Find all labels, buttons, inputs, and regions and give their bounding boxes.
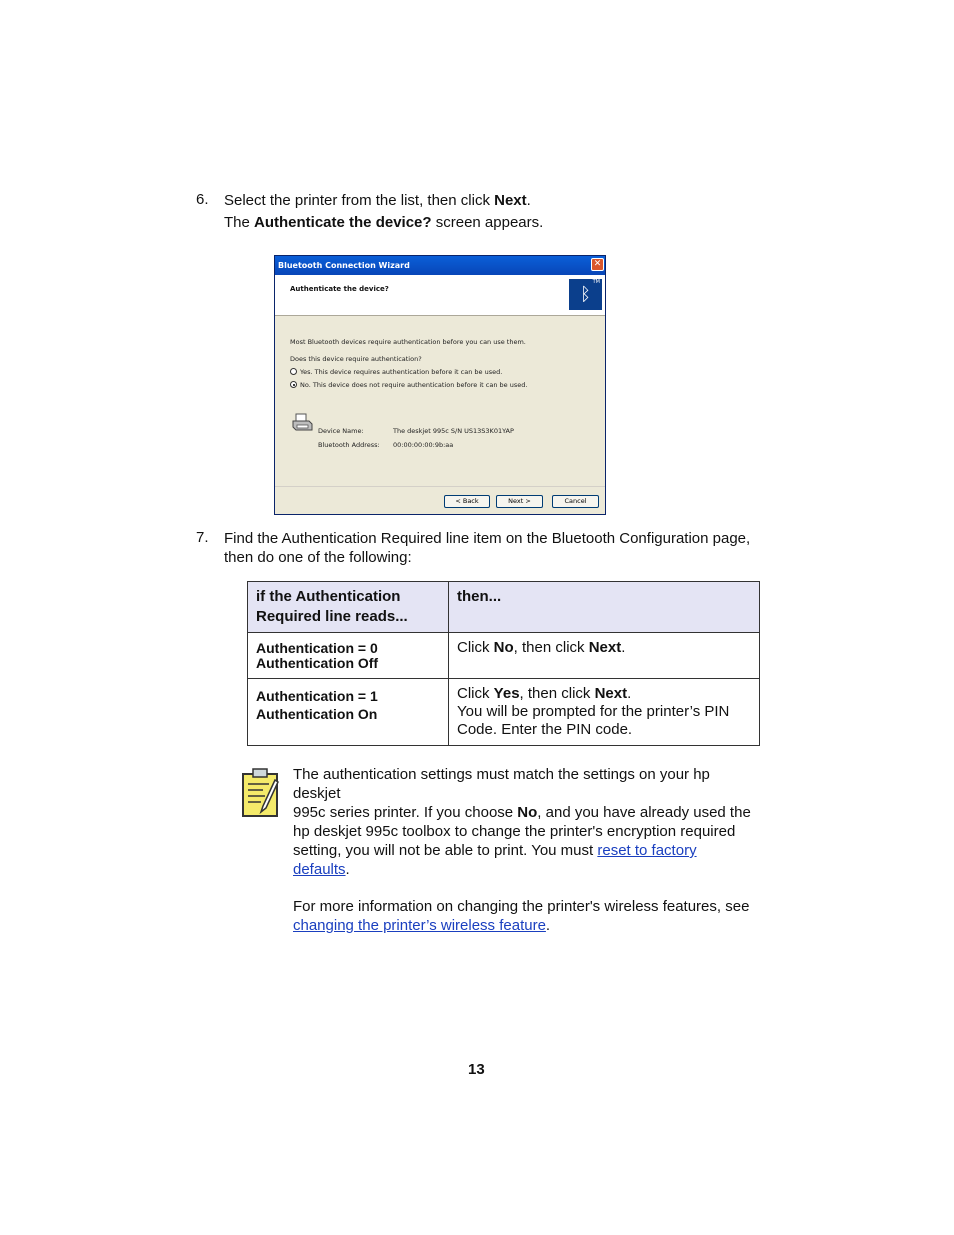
- bluetooth-logo-icon: [569, 279, 602, 310]
- table-row: [248, 633, 760, 679]
- note-line-2-post: , and you have already used the: [537, 804, 751, 821]
- row-2-action-choice: Yes: [493, 685, 520, 702]
- note-line-4-pre: setting, you will not be able to print. You must: [293, 842, 598, 859]
- step-6-line2-pre: The: [224, 214, 255, 231]
- row-1-condition-line-1: Authentication = 0: [256, 640, 378, 656]
- cancel-button[interactable]: Cancel: [552, 495, 599, 508]
- step-6-next-bold: Next: [494, 192, 527, 209]
- row-1-action-mid: , then click: [513, 639, 589, 656]
- row-2-action-mid: , then click: [519, 685, 595, 702]
- note-text: [293, 765, 755, 935]
- row-2-condition-line-1: Authentication = 1: [256, 688, 378, 704]
- step-6-line-1: [224, 191, 531, 210]
- step-6-number: 6.: [196, 191, 209, 208]
- bluetooth-address-label: Bluetooth Address:: [318, 441, 380, 449]
- header-action: then...: [449, 582, 760, 633]
- option-no-label[interactable]: No. This device does not require authentication before it can be used.: [300, 381, 528, 389]
- row-2-action-line-1: [457, 685, 751, 703]
- dialog-separator: [275, 486, 605, 487]
- step-6-line-2: [224, 213, 543, 232]
- dialog-intro: Most Bluetooth devices require authentication before you can use them.: [290, 338, 526, 346]
- dialog-body: [275, 316, 605, 486]
- device-name-label: Device Name:: [318, 427, 364, 435]
- dialog-title: Bluetooth Connection Wizard: [278, 261, 410, 270]
- header-condition-line-2: Required line reads...: [256, 608, 408, 625]
- step-6-line2-post: screen appears.: [431, 214, 544, 231]
- row-2-action-post: .: [627, 685, 632, 702]
- step-6-text: Select the printer from the list, then click: [224, 192, 495, 209]
- row-1-action: [449, 633, 760, 679]
- notepad-icon: [241, 766, 281, 818]
- close-icon[interactable]: ✕: [591, 258, 604, 271]
- note-line-2-pre: 995c series printer. If you choose: [293, 804, 518, 821]
- dialog-title-bar: [275, 256, 605, 275]
- back-button[interactable]: < Back: [444, 495, 490, 508]
- step-7-line-2: then do one of the following:: [224, 549, 412, 566]
- note-p2-post: .: [545, 917, 551, 934]
- row-1-condition: [248, 633, 449, 679]
- bluetooth-address-value: 00:00:00:00:9b:aa: [393, 441, 454, 449]
- note-paragraph-2: [293, 897, 755, 935]
- row-1-condition-line-2: Authentication Off: [256, 655, 379, 671]
- row-1-action-next: Next: [588, 639, 622, 656]
- step-6-screen-name: Authenticate the device?: [254, 214, 432, 231]
- next-button[interactable]: Next >: [496, 495, 543, 508]
- bluetooth-wizard-dialog: [274, 255, 606, 515]
- step-7-number: 7.: [196, 529, 209, 546]
- table-header-row: [248, 582, 760, 633]
- reset-factory-defaults-link[interactable]: reset to factory defaults: [293, 842, 697, 878]
- printer-icon: [291, 412, 313, 434]
- row-2-action: [449, 679, 760, 746]
- device-name-value: The deskjet 995c S/N US13S3K01YAP: [393, 427, 514, 435]
- note-no-bold: No: [517, 804, 538, 821]
- option-yes-label[interactable]: Yes. This device requires authentication before it can be used.: [300, 368, 503, 376]
- row-2-action-pre: Click: [457, 685, 494, 702]
- table-row: [248, 679, 760, 746]
- step-6-period: .: [526, 192, 531, 209]
- note-line-3: hp deskjet 995c toolbox to change the printer's encryption required: [293, 823, 736, 840]
- trademark-mark: TM: [592, 279, 600, 285]
- header-condition-line-1: if the Authentication: [256, 588, 401, 605]
- dialog-question: Does this device require authentication?: [290, 355, 422, 363]
- page-number: 13: [468, 1061, 485, 1078]
- radio-yes[interactable]: [290, 368, 297, 375]
- row-1-action-choice: No: [493, 639, 514, 656]
- dialog-heading: Authenticate the device?: [290, 285, 389, 293]
- row-2-action-line-2: You will be prompted for the printer’s PIN: [457, 703, 730, 720]
- authentication-table: [247, 581, 760, 746]
- bluetooth-rune: ᛒ: [580, 284, 591, 305]
- row-2-action-next: Next: [594, 685, 628, 702]
- dialog-header: [275, 275, 605, 316]
- note-line-1: The authentication settings must match the settings on your hp deskjet: [293, 766, 710, 802]
- row-2-action-line-3: Code. Enter the PIN code.: [457, 721, 633, 738]
- note-p2-line-1: For more information on changing the printer's wireless features, see: [293, 898, 750, 915]
- row-1-action-pre: Click: [457, 639, 494, 656]
- radio-no[interactable]: [290, 381, 297, 388]
- row-1-action-post: .: [621, 639, 626, 656]
- header-condition: [248, 582, 449, 633]
- row-2-condition: [248, 679, 449, 746]
- wireless-feature-link[interactable]: changing the printer’s wireless feature: [293, 917, 546, 934]
- note-paragraph-1: [293, 765, 755, 879]
- note-line-4-post: .: [345, 861, 350, 878]
- row-2-condition-line-2: Authentication On: [256, 706, 378, 722]
- step-7-line-1: Find the Authentication Required line item on the Bluetooth Configuration page,: [224, 530, 751, 547]
